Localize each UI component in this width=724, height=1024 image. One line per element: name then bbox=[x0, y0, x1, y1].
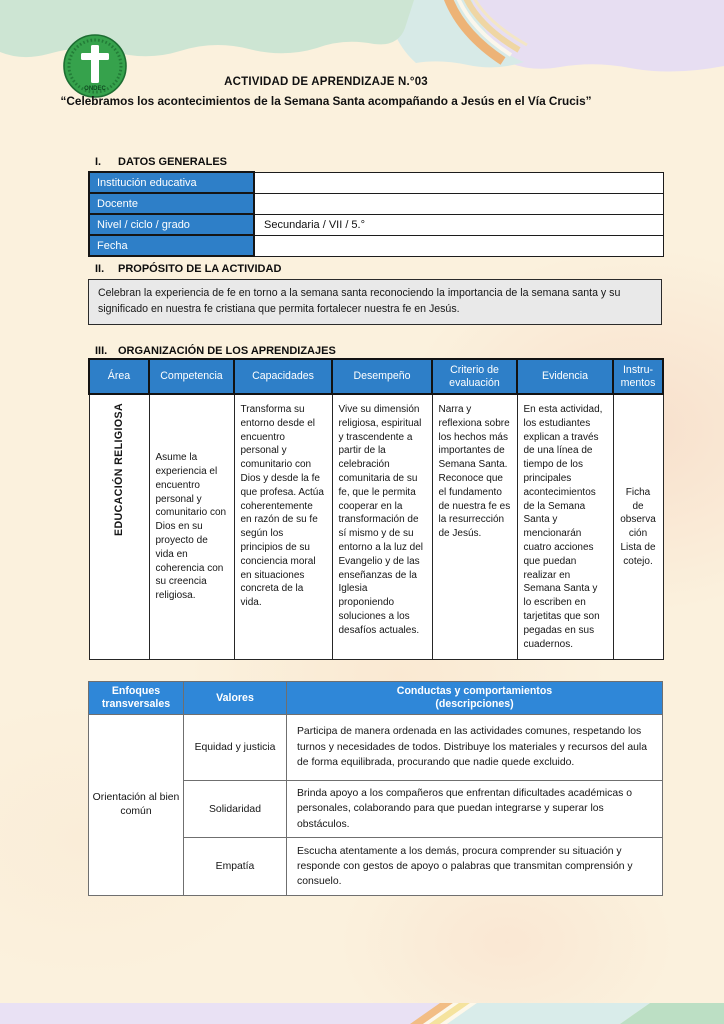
dg-value-nivel: Secundaria / VII / 5.° bbox=[254, 214, 663, 235]
org-header-evidencia: Evidencia bbox=[517, 359, 613, 394]
section-title: PROPÓSITO DE LA ACTIVIDAD bbox=[118, 263, 282, 275]
org-cell-desempeno: Vive su dimensión religiosa, espiritual y trascendente a partir de la celebración comunitaria de su fe, que le permita cooperar en la transformación de sí mismo y de su entorno a la luz del Evangelio y de las enseñanzas de la Iglesia proponiendo soluciones a los desafíos actuales. bbox=[332, 394, 432, 660]
table-row bbox=[89, 235, 663, 256]
enf-header-conductas-line1: Conductas y comportamientos bbox=[396, 685, 553, 698]
dg-label-nivel: Nivel / ciclo / grado bbox=[89, 214, 254, 235]
org-header-area: Área bbox=[89, 359, 149, 394]
dg-value-institucion bbox=[254, 172, 663, 193]
table-row bbox=[89, 172, 663, 193]
decorative-bottom-band bbox=[0, 978, 724, 1024]
area-vertical-label: EDUCACIÓN RELIGIOSA bbox=[112, 403, 125, 536]
section-heading-datos-generales bbox=[95, 156, 227, 168]
enfoques-table bbox=[88, 681, 663, 896]
enf-valor-empatia: Empatía bbox=[184, 838, 287, 896]
enf-header-valores: Valores bbox=[184, 682, 287, 715]
enf-header-enfoques: Enfoques transversales bbox=[89, 682, 184, 715]
section-heading-organizacion bbox=[95, 345, 336, 357]
ondec-logo-text: ONDEC bbox=[84, 86, 106, 92]
datos-generales-table bbox=[88, 171, 664, 257]
enf-valor-solidaridad: Solidaridad bbox=[184, 781, 287, 838]
org-header-desempeno: Desempeño bbox=[332, 359, 432, 394]
org-header-capacidades: Capacidades bbox=[234, 359, 332, 394]
org-header-criterio: Criterio de evaluación bbox=[432, 359, 517, 394]
org-cell-area bbox=[89, 394, 149, 660]
enf-header-conductas bbox=[287, 682, 663, 715]
dg-label-docente: Docente bbox=[89, 193, 254, 214]
table-row bbox=[89, 214, 663, 235]
org-cell-competencia: Asume la experiencia el encuentro personal y comunitario con Dios en su proyecto de vida en coherencia con su creencia religiosa. bbox=[149, 394, 234, 660]
page-title: ACTIVIDAD DE APRENDIZAJE N.°03 bbox=[224, 76, 428, 88]
dg-label-institucion: Institución educativa bbox=[89, 172, 254, 193]
table-row bbox=[89, 394, 663, 660]
dg-value-docente bbox=[254, 193, 663, 214]
dg-value-fecha bbox=[254, 235, 663, 256]
title-block bbox=[40, 76, 612, 108]
org-cell-capacidades: Transforma su entorno desde el encuentro personal y comunitario con Dios y desde la fe que profesa. Actúa coherentemente en razón de su fe según los principios de su conciencia moral en situaciones concreta de la vida. bbox=[234, 394, 332, 660]
org-header-competencia: Competencia bbox=[149, 359, 234, 394]
table-row bbox=[89, 715, 663, 781]
dg-label-fecha: Fecha bbox=[89, 235, 254, 256]
org-cell-evidencia: En esta actividad, los estudiantes explican a través de una línea de tiempo de los principales acontecimientos de la Semana Santa y mencionarán cuatro acciones que puedan realizar en Semana Santa y lo escriben en tarjetitas que son pegadas en sus cuadernos. bbox=[517, 394, 613, 660]
enf-conducta-empatia: Escucha atentamente a los demás, procura comprender su situación y responde con gestos de apoyo o palabras que transmitan comprensión y consuelo. bbox=[287, 838, 663, 896]
org-cell-instrumentos: Ficha de observa ción Lista de cotejo. bbox=[613, 394, 663, 660]
table-header-row bbox=[89, 682, 663, 715]
enf-conducta-solidaridad: Brinda apoyo a los compañeros que enfrentan dificultades académicas o personales, colaborando para que puedan integrarse y superar los obstáculos. bbox=[287, 781, 663, 838]
enf-conducta-equidad: Participa de manera ordenada en las actividades comunes, respetando los turnos y necesidades de todos. Distribuye los materiales y recursos del aula de forma equilibrada, procurando que nadie quede excluido. bbox=[287, 715, 663, 781]
table-row bbox=[89, 193, 663, 214]
section-title: ORGANIZACIÓN DE LOS APRENDIZAJES bbox=[118, 345, 336, 357]
section-number: III. bbox=[95, 345, 108, 357]
section-title: DATOS GENERALES bbox=[118, 156, 227, 168]
section-heading-proposito bbox=[95, 263, 281, 275]
org-header-instrumentos: Instru- mentos bbox=[613, 359, 663, 394]
organizacion-table bbox=[88, 358, 664, 660]
enf-cell-orientacion: Orientación al bien común bbox=[89, 715, 184, 896]
page-subtitle: “Celebramos los acontecimientos de la Semana Santa acompañando a Jesús en el Vía Crucis” bbox=[60, 94, 592, 108]
table-header-row bbox=[89, 359, 663, 394]
section-number: II. bbox=[95, 263, 105, 275]
proposito-text-box: Celebran la experiencia de fe en torno a la semana santa reconociendo la importancia de la semana santa y su significado en nuestra fe cristiana que permita fortalecer nuestra fe en Jesús. bbox=[88, 279, 662, 325]
section-number: I. bbox=[95, 156, 102, 168]
enf-header-conductas-line2: (descripciones) bbox=[435, 698, 514, 710]
org-cell-criterio: Narra y reflexiona sobre los hechos más importantes de Semana Santa. Reconoce que el fundamento de nuestra fe es la resurrección de Jesús. bbox=[432, 394, 517, 660]
enf-valor-equidad: Equidad y justicia bbox=[184, 715, 287, 781]
